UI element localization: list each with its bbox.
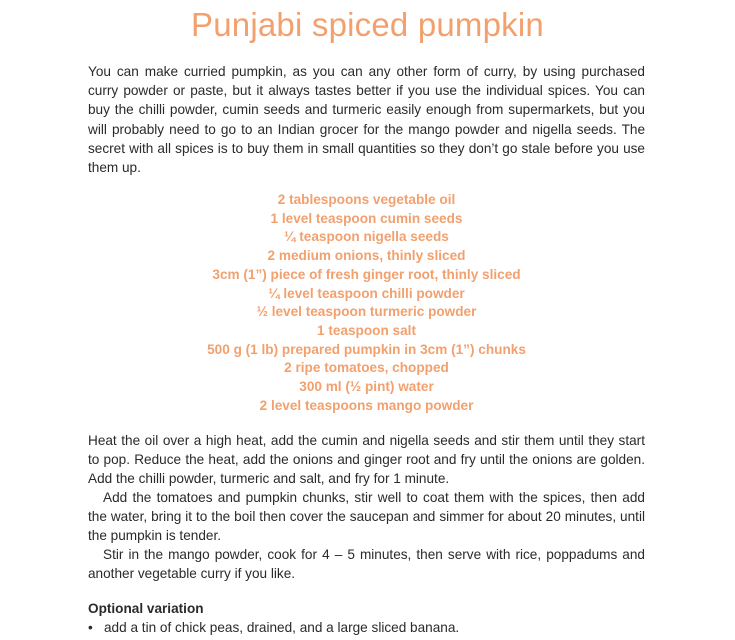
ingredient-item: 2 ripe tomatoes, chopped <box>284 360 449 376</box>
ingredient-item: ¼ teaspoon nigella seeds <box>284 229 449 245</box>
ingredient-item: ½ level teaspoon turmeric powder <box>256 304 477 320</box>
method-step-1: Heat the oil over a high heat, add the cumin and nigella seeds and stir them until they start to pop. Reduce the heat, add the onions and ginger root and fry until the onions are golden. Add the chilli powder, turmeric and salt, and fry for 1 minute. <box>88 433 645 486</box>
bullet-icon: • <box>88 620 93 635</box>
variation-item <box>88 619 459 637</box>
intro-paragraph: You can make curried pumpkin, as you can any other form of curry, by using purchased curry powder or paste, but it always tastes better if you use the individual spices. You can buy the chilli powder, cumin seeds and turmeric easily enough from supermarkets, but you will probably need to go to an Indian grocer for the mango powder and nigella seeds. The secret with all spices is to buy them in small quantities so they don’t go stale before you use them up. <box>88 64 645 176</box>
method-section <box>88 431 645 583</box>
ingredient-item: 2 level teaspoons mango powder <box>259 397 474 413</box>
ingredient-item: 2 medium onions, thinly sliced <box>267 248 466 264</box>
variation-heading: Optional variation <box>88 601 204 616</box>
ingredient-item: 3cm (1”) piece of fresh ginger root, thinly sliced <box>212 266 521 282</box>
variation-list <box>88 619 459 637</box>
ingredient-item: 1 teaspoon salt <box>317 322 416 338</box>
ingredient-item: ¼ level teaspoon chilli powder <box>268 285 465 301</box>
ingredient-item: 2 tablespoons vegetable oil <box>277 192 456 207</box>
variation-item-text: add a tin of chick peas, drained, and a large sliced banana. <box>104 620 460 635</box>
ingredient-item: 500 g (1 lb) prepared pumpkin in 3cm (1”) chunks <box>207 341 526 357</box>
ingredient-item: 300 ml (½ pint) water <box>299 379 434 395</box>
method-step-3: Stir in the mango powder, cook for 4 – 5 minutes, then serve with rice, poppadums and another vegetable curry if you like. <box>88 547 645 581</box>
method-step-2: Add the tomatoes and pumpkin chunks, stir well to coat them with the spices, then add the water, bring it to the boil then cover the saucepan and simmer for about 20 minutes, until the pumpkin is tender. <box>88 490 645 543</box>
ingredient-item: 1 level teaspoon cumin seeds <box>270 210 463 226</box>
ingredient-list <box>88 191 645 415</box>
recipe-title: Punjabi spiced pumpkin <box>191 6 544 43</box>
